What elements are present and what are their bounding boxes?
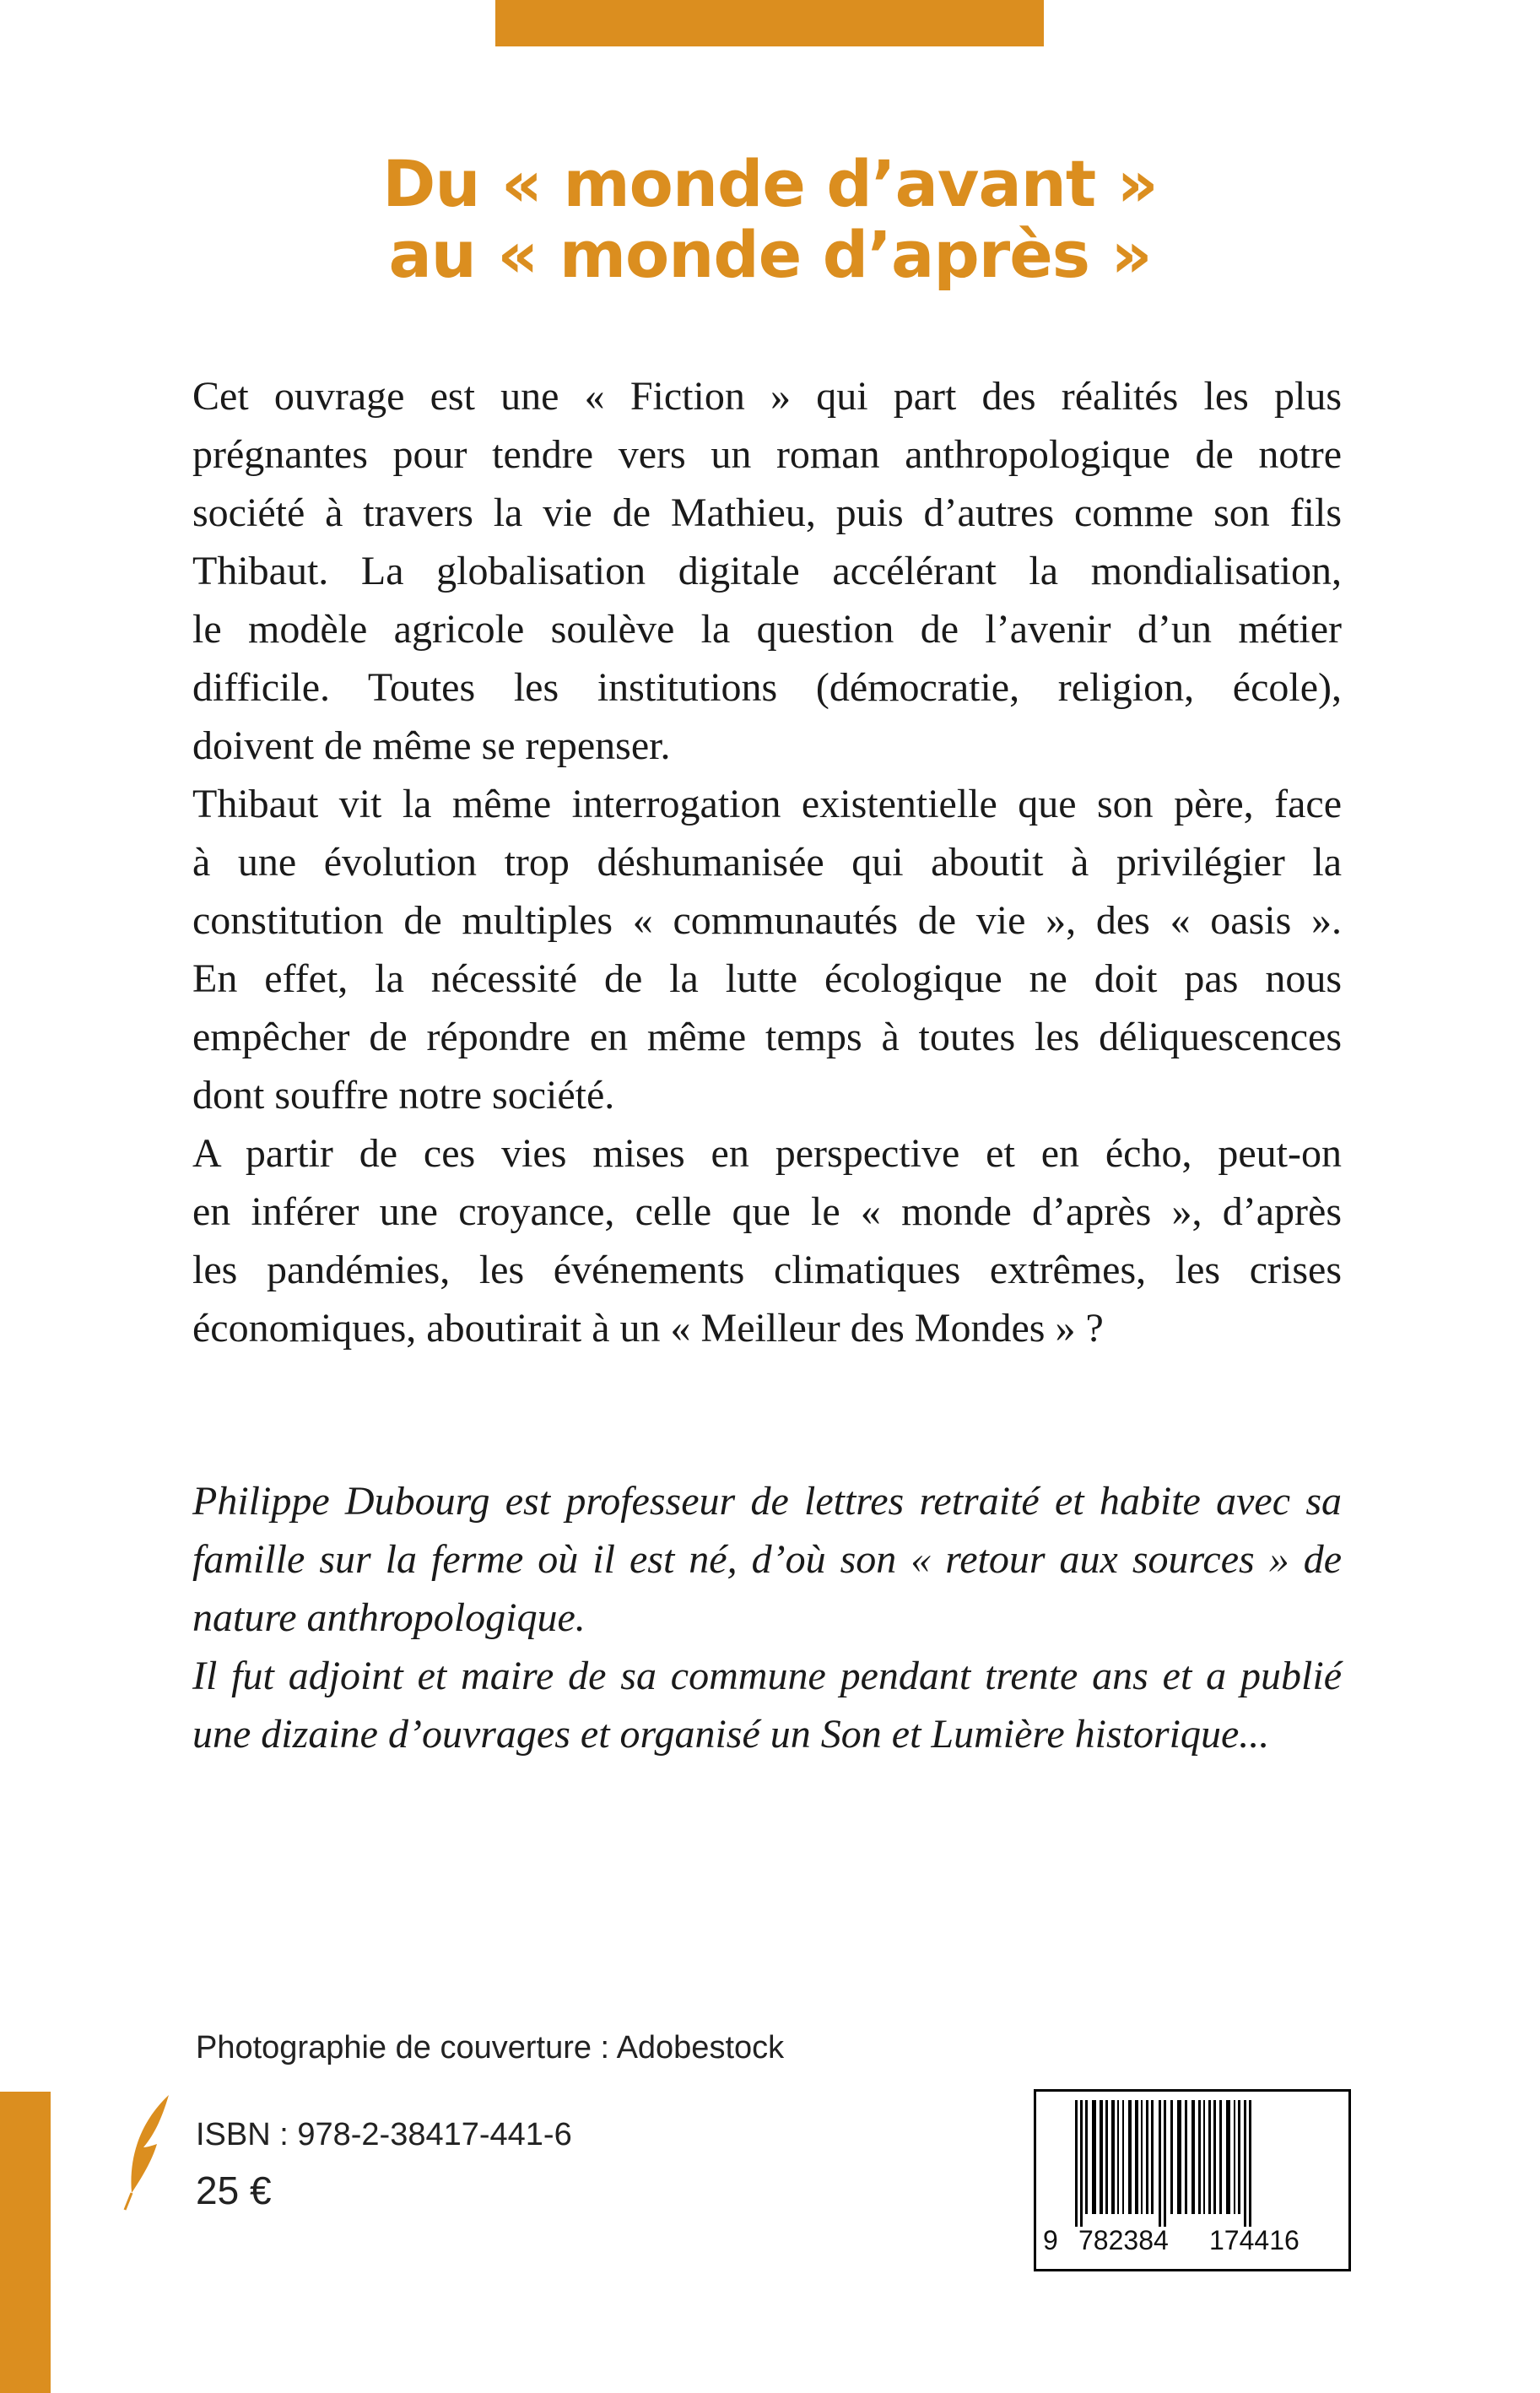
author-line: Philippe Dubourg est professeur de lettres retraité et habite avec sa: [192, 1479, 1342, 1524]
barcode: [1034, 2089, 1351, 2271]
barcode-bar: [1249, 2100, 1251, 2227]
barcode-bar: [1244, 2100, 1246, 2227]
author-line: nature anthropologique.: [192, 1595, 586, 1640]
barcode-bar: [1146, 2100, 1148, 2214]
barcode-bar: [1198, 2100, 1201, 2214]
barcode-bar: [1219, 2100, 1222, 2214]
barcode-bar: [1203, 2100, 1205, 2214]
barcode-bar: [1234, 2100, 1235, 2214]
barcode-right-group: 174416: [1209, 2225, 1300, 2255]
barcode-bar: [1117, 2100, 1119, 2214]
barcode-bar: [1185, 2100, 1187, 2214]
barcode-bars: [1050, 2100, 1337, 2227]
author-line: Il fut adjoint et maire de sa commune pendant trente ans et a publié: [192, 1654, 1342, 1698]
summary-line: dont souffre notre société.: [192, 1073, 615, 1118]
top-accent-bar: [495, 0, 1044, 46]
summary-text: [192, 367, 1342, 1357]
author-line: une dizaine d’ouvrages et organisé un Son et Lumière historique...: [192, 1712, 1270, 1757]
summary-line: à une évolution trop déshumanisée qui aboutit à privilégier la: [192, 840, 1342, 885]
author-bio: [192, 1472, 1342, 1763]
barcode-bar: [1238, 2100, 1240, 2214]
feather-icon: [118, 2093, 177, 2212]
title-line-2: au « monde d’après »: [388, 217, 1152, 292]
barcode-bar: [1092, 2100, 1096, 2214]
barcode-bar: [1141, 2100, 1143, 2214]
barcode-bar: [1164, 2100, 1166, 2227]
summary-line: en inférer une croyance, celle que le « monde d’après », d’après: [192, 1189, 1342, 1234]
barcode-bar: [1105, 2100, 1108, 2214]
summary-line: difficile. Toutes les institutions (démocratie, religion, école),: [192, 665, 1342, 710]
barcode-first-digit: 9: [1043, 2225, 1058, 2255]
summary-line: Cet ouvrage est une « Fiction » qui part des réalités les plus: [192, 374, 1342, 419]
barcode-bar: [1128, 2100, 1132, 2214]
barcode-bar: [1191, 2100, 1195, 2214]
barcode-bar: [1135, 2100, 1138, 2214]
barcode-bar: [1159, 2100, 1161, 2227]
photo-credit: Photographie de couverture : Adobestock: [196, 2030, 785, 2065]
summary-line: A partir de ces vies mises en perspective et en écho, peut-on: [192, 1131, 1342, 1176]
barcode-bar: [1170, 2100, 1173, 2214]
barcode-bar: [1213, 2100, 1216, 2214]
barcode-bar: [1177, 2100, 1181, 2214]
summary-line: le modèle agricole soulève la question de l’avenir d’un métier: [192, 607, 1342, 652]
summary-line: empêcher de répondre en même temps à toutes les déliquescences: [192, 1015, 1342, 1059]
summary-line: doivent de même se repenser.: [192, 723, 671, 768]
summary-line: société à travers la vie de Mathieu, puis d’autres comme son fils: [192, 490, 1342, 535]
summary-line: économiques, aboutirait à un « Meilleur des Mondes » ?: [192, 1306, 1104, 1351]
bottom-left-accent-bar: [0, 2092, 51, 2393]
summary-line: Thibaut vit la même interrogation existentielle que son père, face: [192, 782, 1342, 826]
barcode-bar: [1085, 2100, 1088, 2214]
price: 25 €: [196, 2168, 272, 2212]
barcode-bar: [1151, 2100, 1154, 2214]
author-line: famille sur la ferme où il est né, d’où son « retour aux sources » de: [192, 1537, 1342, 1582]
barcode-bar: [1226, 2100, 1230, 2214]
barcode-bar: [1208, 2100, 1211, 2214]
summary-line: En effet, la nécessité de la lutte écologique ne doit pas nous: [192, 956, 1342, 1001]
summary-line: constitution de multiples « communautés de vie », des « oasis ».: [192, 898, 1342, 943]
summary-line: Thibaut. La globalisation digitale accélérant la mondialisation,: [192, 549, 1342, 593]
barcode-bar: [1075, 2100, 1078, 2227]
barcode-bar: [1111, 2100, 1115, 2214]
barcode-bar: [1122, 2100, 1124, 2214]
title-line-1: Du « monde d’avant »: [382, 146, 1158, 221]
barcode-bar: [1100, 2100, 1103, 2214]
barcode-bar: [1080, 2100, 1083, 2227]
barcode-left-group: 782384: [1078, 2225, 1169, 2255]
summary-line: prégnantes pour tendre vers un roman anthropologique de notre: [192, 432, 1342, 477]
summary-line: les pandémies, les événements climatiques extrêmes, les crises: [192, 1248, 1342, 1292]
isbn: ISBN : 978-2-38417-441-6: [196, 2117, 572, 2152]
